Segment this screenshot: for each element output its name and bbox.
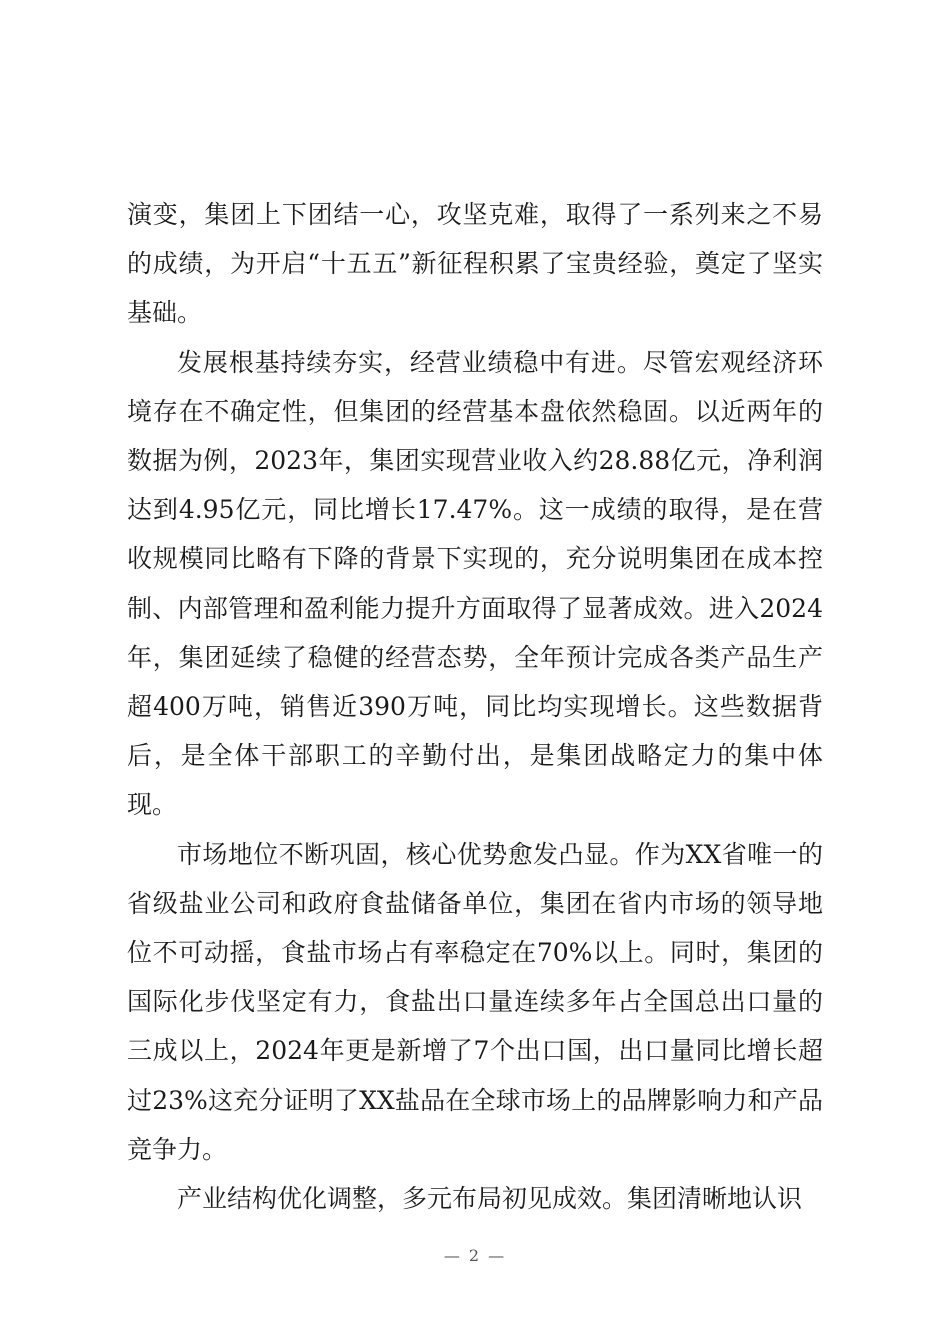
paragraph-continuation: 演变，集团上下团结一心，攻坚克难，取得了一系列来之不易的成绩，为开启“十五五”新征程积累了宝贵经验，奠定了坚实基础。 [127, 200, 823, 328]
paragraph-industry-structure: 产业结构优化调整，多元布局初见成效。集团清晰地认识 [177, 1184, 803, 1214]
paragraph-market-position: 市场地位不断巩固，核心优势愈发凸显。作为XX省唯一的省级盐业公司和政府食盐储备单位，集团在省内市场的领导地位不可动摇，食盐市场占有率稳定在70%以上。同时，集团的国际化步伐坚定有力，食盐出口量连续多年占全国总出口量的三成以上，2024年更是新增了7个出口国，出口量同比增长超过23%这充分证明了XX盐品在全球市场上的品牌影响力和产品竞争力。 [127, 839, 823, 1164]
page-number: — 2 — [443, 1246, 507, 1265]
document-body [127, 190, 823, 1223]
paragraph-business-performance: 发展根基持续夯实，经营业绩稳中有进。尽管宏观经济环境存在不确定性，但集团的经营基本盘依然稳固。以近两年的数据为例，2023年，集团实现营业收入约28.88亿元，净利润达到4.95亿元，同比增长17.47%。这一成绩的取得，是在营收规模同比略有下降的背景下实现的，充分说明集团在成本控制、内部管理和盈利能力提升方面取得了显著成效。进入2024年，集团延续了稳健的经营态势，全年预计完成各类产品生产超400万吨，销售近390万吨，同比均实现增长。这些数据背后，是全体干部职工的辛勤付出，是集团战略定力的集中体现。 [127, 347, 823, 820]
